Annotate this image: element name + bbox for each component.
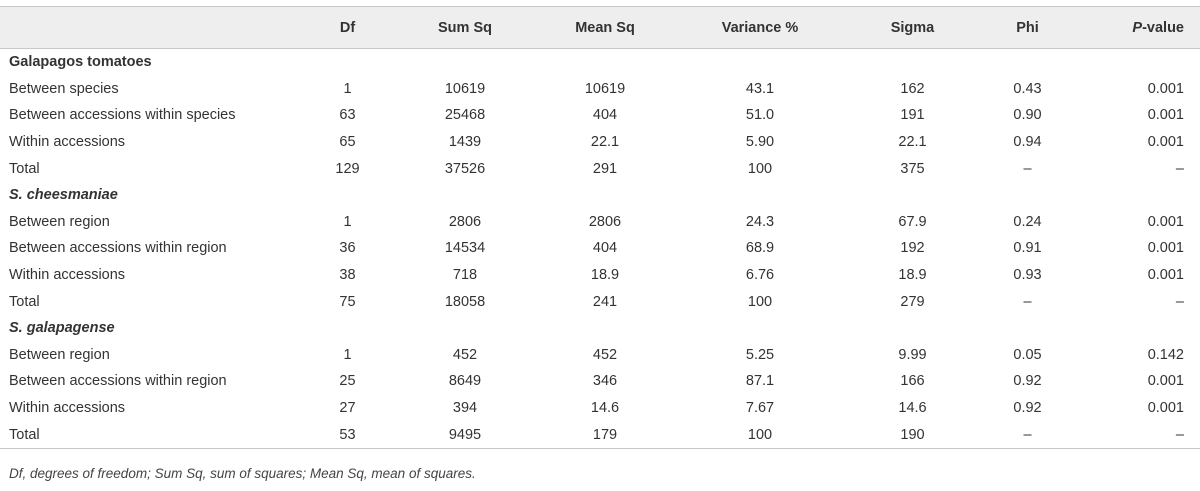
table-cell: 43.1 xyxy=(745,80,775,97)
table-cell: 68.9 xyxy=(745,240,775,257)
table-cell: 25 xyxy=(339,373,356,390)
table-cell: 279 xyxy=(900,293,925,310)
table-cell: 0.91 xyxy=(1013,240,1042,257)
table-row xyxy=(0,421,1200,448)
table-cell: – xyxy=(1023,160,1032,177)
table-cell: 38 xyxy=(339,267,356,284)
table-cell: 100 xyxy=(747,160,773,177)
table-cell: 0.001 xyxy=(1147,213,1184,230)
table-cell: 394 xyxy=(452,400,478,417)
table-row xyxy=(0,235,1200,262)
table-cell: 87.1 xyxy=(745,373,775,390)
table-cell: 9.99 xyxy=(898,346,927,363)
row-label: Within accessions xyxy=(9,134,126,151)
table-cell: – xyxy=(980,421,1075,448)
table-cell: 0.142 xyxy=(1147,346,1184,363)
table-cell: 9495 xyxy=(395,421,535,448)
table-cell: 0.001 xyxy=(1147,373,1184,390)
table-cell: 10619 xyxy=(444,80,486,97)
table-cell: 0.90 xyxy=(1013,107,1042,124)
table-cell: 718 xyxy=(452,267,478,284)
table-row xyxy=(0,262,1200,289)
table-row xyxy=(0,368,1200,395)
table-cell: 5.90 xyxy=(745,134,775,151)
table-row xyxy=(0,288,1200,315)
table-cell: 1439 xyxy=(448,134,482,151)
table-cell: 100 xyxy=(675,421,845,448)
row-label: Between accessions within species xyxy=(9,107,236,124)
table-cell: – xyxy=(1175,293,1184,310)
table-cell: 190 xyxy=(845,421,980,448)
header-cell-sigma: Sigma xyxy=(845,7,980,49)
table-cell: 0.43 xyxy=(1013,80,1042,97)
table-row xyxy=(0,209,1200,236)
table-cell: 191 xyxy=(900,107,925,124)
table-cell: 75 xyxy=(339,293,356,310)
table-cell: 0.001 xyxy=(1147,400,1184,417)
section-header-row xyxy=(0,315,1200,342)
section-title: Galapagos tomatoes xyxy=(9,54,152,71)
table-row xyxy=(0,102,1200,129)
table-cell: 291 xyxy=(592,160,618,177)
table-cell: 36 xyxy=(339,240,356,257)
table-row xyxy=(0,76,1200,103)
table-cell: 0.001 xyxy=(1147,107,1184,124)
table-row xyxy=(0,395,1200,422)
table-cell: 6.76 xyxy=(745,267,775,284)
row-label: Total xyxy=(9,160,40,177)
table-cell: 14.6 xyxy=(590,400,620,417)
table-cell: 22.1 xyxy=(590,134,620,151)
table-cell: 129 xyxy=(335,160,360,177)
table-footnote: Df, degrees of freedom; Sum Sq, sum of squares; Mean Sq, mean of squares. xyxy=(9,466,476,481)
table-cell: 375 xyxy=(900,160,925,177)
table-cell: 452 xyxy=(452,346,478,363)
table-cell: 18.9 xyxy=(898,267,927,284)
table-cell: 404 xyxy=(592,240,618,257)
table-cell: 10619 xyxy=(584,80,626,97)
table-cell: 100 xyxy=(747,293,773,310)
table-cell: 63 xyxy=(339,107,356,124)
table-cell: 0.92 xyxy=(1013,373,1042,390)
table-cell: – xyxy=(1023,293,1032,310)
header-cell-df: Df xyxy=(300,7,395,49)
table-cell: – xyxy=(1175,160,1184,177)
table-cell: 0.001 xyxy=(1147,80,1184,97)
row-label: Total xyxy=(0,421,300,448)
section-title: S. cheesmaniae xyxy=(9,187,118,204)
section-header-row xyxy=(0,182,1200,209)
table-cell: 241 xyxy=(592,293,618,310)
header-cell-mean-sq: Mean Sq xyxy=(535,7,675,49)
header-row xyxy=(0,7,1200,49)
table-cell: 27 xyxy=(339,400,356,417)
table-cell: 8649 xyxy=(448,373,482,390)
table-cell: 452 xyxy=(592,346,618,363)
p-value-rest: -value xyxy=(1142,19,1184,36)
row-label: Within accessions xyxy=(9,400,126,417)
table-cell: 0.24 xyxy=(1013,213,1042,230)
table-cell: 166 xyxy=(900,373,925,390)
table-cell: 53 xyxy=(300,421,395,448)
table-row xyxy=(0,342,1200,369)
header-cell-p-value xyxy=(1075,7,1200,49)
header-cell-sum-sq: Sum Sq xyxy=(395,7,535,49)
header-cell-source xyxy=(0,7,300,49)
anova-table xyxy=(0,6,1200,449)
table-cell: – xyxy=(1075,421,1200,448)
table-cell: 0.05 xyxy=(1013,346,1042,363)
row-label: Total xyxy=(9,293,40,310)
table-cell: 2806 xyxy=(588,213,622,230)
table-cell: 14534 xyxy=(444,240,486,257)
table-cell: 14.6 xyxy=(898,400,927,417)
row-label: Between region xyxy=(9,213,110,230)
row-label: Between region xyxy=(9,346,110,363)
table-cell: 51.0 xyxy=(745,107,775,124)
table-cell: 1 xyxy=(343,80,352,97)
row-label: Between accessions within region xyxy=(9,373,227,390)
section-header-row xyxy=(0,49,1200,76)
table-cell: 179 xyxy=(535,421,675,448)
p-value-italic: P xyxy=(1132,19,1143,36)
table-cell: 2806 xyxy=(448,213,482,230)
section-title: S. galapagense xyxy=(9,320,115,337)
table-row xyxy=(0,155,1200,182)
table-cell: 0.001 xyxy=(1147,267,1184,284)
table-cell: 0.001 xyxy=(1147,240,1184,257)
table-cell: 0.001 xyxy=(1147,134,1184,151)
table-cell: 1 xyxy=(343,346,352,363)
table-cell: 25468 xyxy=(444,107,486,124)
table-cell: 7.67 xyxy=(745,400,775,417)
table-cell: 65 xyxy=(339,134,356,151)
table-cell: 18058 xyxy=(444,293,486,310)
row-label: Within accessions xyxy=(9,267,126,284)
table-cell: 404 xyxy=(592,107,618,124)
table-cell: 24.3 xyxy=(745,213,775,230)
header-cell-phi: Phi xyxy=(980,7,1075,49)
table-cell: 37526 xyxy=(444,160,486,177)
table-cell: 0.94 xyxy=(1013,134,1042,151)
table-cell: 22.1 xyxy=(898,134,927,151)
table-cell: 162 xyxy=(900,80,925,97)
table-row xyxy=(0,129,1200,156)
table-cell: 5.25 xyxy=(745,346,775,363)
table-cell: 0.93 xyxy=(1013,267,1042,284)
header-cell-variance: Variance % xyxy=(675,7,845,49)
row-label: Between accessions within region xyxy=(9,240,227,257)
table-cell: 67.9 xyxy=(898,213,927,230)
row-label: Between species xyxy=(9,80,119,97)
table-cell: 0.92 xyxy=(1013,400,1042,417)
table-cell: 192 xyxy=(900,240,925,257)
table-cell: 18.9 xyxy=(590,267,620,284)
table-cell: 1 xyxy=(343,213,352,230)
table-cell: 346 xyxy=(592,373,618,390)
